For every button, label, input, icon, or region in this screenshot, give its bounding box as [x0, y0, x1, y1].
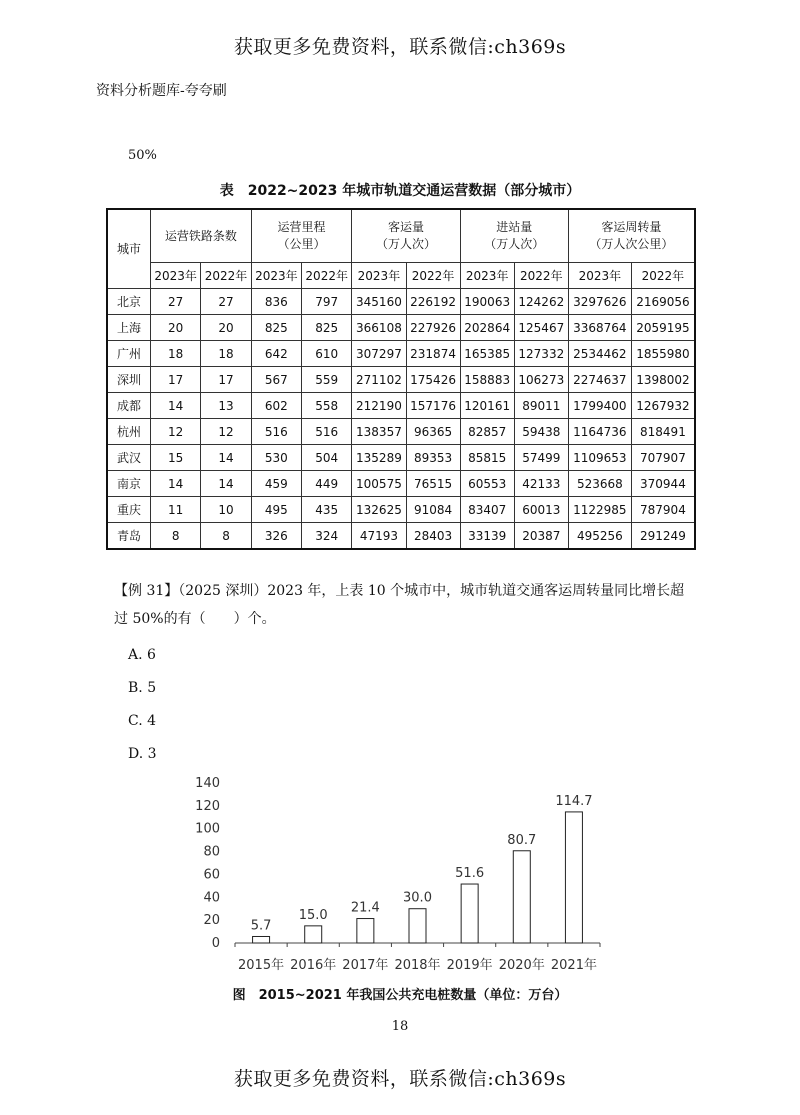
table-cell: 190063 — [460, 289, 514, 315]
group-header-entries — [460, 209, 568, 263]
option-b: B. 5 — [128, 680, 157, 696]
table-cell: 20 — [201, 315, 251, 341]
page-number: 18 — [391, 1019, 409, 1034]
table-cell: 124262 — [514, 289, 568, 315]
table-cell: 17 — [201, 367, 251, 393]
table-cell: 12 — [201, 419, 251, 445]
table-cell: 12 — [151, 419, 201, 445]
table-cell: 82857 — [460, 419, 514, 445]
city-cell: 上海 — [107, 315, 151, 341]
table-cell: 707907 — [631, 445, 695, 471]
table-cell: 157176 — [406, 393, 460, 419]
table-cell: 18 — [151, 341, 201, 367]
table-cell: 165385 — [460, 341, 514, 367]
table-cell: 120161 — [460, 393, 514, 419]
table-cell: 523668 — [568, 471, 631, 497]
table-cell: 449 — [302, 471, 352, 497]
bar-2019年 — [461, 884, 478, 943]
table-cell: 175426 — [406, 367, 460, 393]
data-label: 21.4 — [350, 900, 380, 916]
table-cell: 33139 — [460, 523, 514, 550]
table-cell: 127332 — [514, 341, 568, 367]
table-cell: 1122985 — [568, 497, 631, 523]
table-cell: 797 — [302, 289, 352, 315]
year-header-cell: 2022年 — [631, 263, 695, 289]
table-cell: 14 — [151, 471, 201, 497]
table-row — [107, 497, 695, 523]
option-a: A. 6 — [128, 647, 156, 663]
group-header-turnover — [568, 209, 695, 263]
table-cell: 2169056 — [631, 289, 695, 315]
group-header-line2: （万人次） — [484, 237, 545, 251]
table-cell: 47193 — [352, 523, 406, 550]
group-header-passengers — [352, 209, 460, 263]
table-cell: 76515 — [406, 471, 460, 497]
year-header-cell: 2022年 — [406, 263, 460, 289]
y-tick-label: 0 — [211, 936, 220, 951]
table-cell: 1109653 — [568, 445, 631, 471]
table-cell: 558 — [302, 393, 352, 419]
table-cell: 59438 — [514, 419, 568, 445]
group-header-mileage — [251, 209, 352, 263]
chart-title: 图 2015~2021 年我国公共充电桩数量（单位：万台） — [232, 988, 568, 1003]
city-column-header: 城市 — [107, 209, 151, 289]
table-cell: 227926 — [406, 315, 460, 341]
table-cell: 324 — [302, 523, 352, 550]
bar-2017年 — [357, 919, 374, 943]
table-cell: 60553 — [460, 471, 514, 497]
table-cell: 83407 — [460, 497, 514, 523]
table-row — [107, 445, 695, 471]
data-label: 15.0 — [298, 907, 328, 923]
table-cell: 504 — [302, 445, 352, 471]
table-cell: 1398002 — [631, 367, 695, 393]
question-line-2: 过 50%的有（ ）个。 — [114, 611, 276, 627]
table-cell: 231874 — [406, 341, 460, 367]
table-cell: 91084 — [406, 497, 460, 523]
group-header-line1: 客运周转量 — [601, 220, 662, 234]
city-cell: 杭州 — [107, 419, 151, 445]
table-body — [107, 289, 695, 550]
table-cell: 3297626 — [568, 289, 631, 315]
table-cell: 2059195 — [631, 315, 695, 341]
table-row — [107, 315, 695, 341]
table-cell: 158883 — [460, 367, 514, 393]
table-row — [107, 393, 695, 419]
table-cell: 57499 — [514, 445, 568, 471]
group-header-line1: 运营铁路条数 — [164, 228, 237, 243]
table-cell: 27 — [201, 289, 251, 315]
table-cell: 567 — [251, 367, 301, 393]
table-cell: 2534462 — [568, 341, 631, 367]
x-tick-label: 2020年 — [498, 958, 545, 973]
x-tick-label: 2017年 — [342, 958, 389, 973]
bar-2015年 — [253, 936, 270, 943]
city-cell: 广州 — [107, 341, 151, 367]
y-tick-label: 140 — [195, 776, 220, 791]
table-cell: 291249 — [631, 523, 695, 550]
table-cell: 14 — [151, 393, 201, 419]
table-cell: 825 — [302, 315, 352, 341]
table-cell: 366108 — [352, 315, 406, 341]
table-cell: 60013 — [514, 497, 568, 523]
city-cell: 北京 — [107, 289, 151, 315]
data-label: 30.0 — [403, 890, 432, 906]
table-cell: 530 — [251, 445, 301, 471]
table-cell: 125467 — [514, 315, 568, 341]
y-tick-label: 40 — [203, 890, 220, 906]
table-cell: 100575 — [352, 471, 406, 497]
group-header-line1: 进站量 — [496, 220, 533, 234]
year-header-cell: 2022年 — [514, 263, 568, 289]
table-cell: 602 — [251, 393, 301, 419]
group-header-line2: （万人次） — [375, 237, 436, 251]
table-row — [107, 289, 695, 315]
table-cell: 836 — [251, 289, 301, 315]
table-cell: 307297 — [352, 341, 406, 367]
chart-svg — [0, 770, 800, 980]
table-cell: 14 — [201, 471, 251, 497]
option-c: C. 4 — [128, 713, 157, 729]
top-banner: 获取更多免费资料，联系微信:ch369s — [233, 36, 567, 58]
year-header-cell: 2022年 — [201, 263, 251, 289]
rail-transit-table — [106, 208, 696, 550]
table-cell: 85815 — [460, 445, 514, 471]
table-cell: 212190 — [352, 393, 406, 419]
table-cell: 516 — [251, 419, 301, 445]
year-header-cell: 2022年 — [302, 263, 352, 289]
table-cell: 818491 — [631, 419, 695, 445]
bar-2018年 — [409, 909, 426, 943]
table-cell: 17 — [151, 367, 201, 393]
bottom-banner: 获取更多免费资料，联系微信:ch369s — [233, 1068, 567, 1090]
table-row — [107, 523, 695, 550]
data-label: 5.7 — [250, 918, 272, 934]
group-header-line1: 客运量 — [387, 220, 424, 234]
table-cell: 495256 — [568, 523, 631, 550]
doc-subtitle: 资料分析题库-夸夸刷 — [96, 83, 227, 99]
table-cell: 106273 — [514, 367, 568, 393]
table-group-header-row — [107, 209, 695, 263]
table-cell: 516 — [302, 419, 352, 445]
year-header-cell: 2023年 — [251, 263, 301, 289]
table-cell: 89353 — [406, 445, 460, 471]
percent-note: 50% — [128, 148, 157, 163]
data-label: 114.7 — [555, 793, 593, 809]
y-tick-label: 100 — [195, 821, 220, 837]
table-cell: 345160 — [352, 289, 406, 315]
question-line-1: 【例 31】（2025 深圳）2023 年，上表 10 个城市中，城市轨道交通客运周转量同比增长超 — [114, 583, 685, 599]
table-cell: 610 — [302, 341, 352, 367]
table-cell: 135289 — [352, 445, 406, 471]
table-cell: 10 — [201, 497, 251, 523]
bar-2021年 — [565, 812, 582, 943]
table-cell: 459 — [251, 471, 301, 497]
group-header-line2: （万人次公里） — [589, 237, 674, 251]
table-cell: 8 — [201, 523, 251, 550]
y-tick-label: 60 — [203, 867, 220, 883]
table-cell: 559 — [302, 367, 352, 393]
table-cell: 435 — [302, 497, 352, 523]
city-cell: 青岛 — [107, 523, 151, 550]
y-tick-label: 120 — [195, 798, 220, 814]
table-cell: 132625 — [352, 497, 406, 523]
group-header-line1: 运营里程 — [277, 220, 326, 234]
table-cell: 1164736 — [568, 419, 631, 445]
group-header-lines — [151, 209, 252, 263]
table-year-header-row — [107, 263, 695, 289]
table-row — [107, 419, 695, 445]
table-cell: 27 — [151, 289, 201, 315]
table-cell: 138357 — [352, 419, 406, 445]
table-cell: 825 — [251, 315, 301, 341]
table-cell: 28403 — [406, 523, 460, 550]
table-cell: 495 — [251, 497, 301, 523]
table-title: 表 2022~2023 年城市轨道交通运营数据（部分城市） — [219, 183, 581, 199]
option-d: D. 3 — [128, 746, 157, 762]
y-tick-label: 80 — [203, 844, 220, 860]
table-cell: 20 — [151, 315, 201, 341]
city-cell: 南京 — [107, 471, 151, 497]
table-cell: 202864 — [460, 315, 514, 341]
x-tick-label: 2016年 — [290, 958, 337, 973]
table-cell: 42133 — [514, 471, 568, 497]
group-header-line2: （公里） — [277, 237, 326, 251]
table-cell: 370944 — [631, 471, 695, 497]
city-cell: 武汉 — [107, 445, 151, 471]
table-cell: 14 — [201, 445, 251, 471]
table-row — [107, 471, 695, 497]
city-cell: 深圳 — [107, 367, 151, 393]
city-cell: 重庆 — [107, 497, 151, 523]
table-cell: 1855980 — [631, 341, 695, 367]
charging-pile-chart — [0, 770, 800, 1010]
data-label: 80.7 — [507, 832, 537, 848]
table-cell: 20387 — [514, 523, 568, 550]
year-header-cell: 2023年 — [352, 263, 406, 289]
city-cell: 成都 — [107, 393, 151, 419]
table-cell: 1799400 — [568, 393, 631, 419]
table-row — [107, 367, 695, 393]
year-header-cell: 2023年 — [151, 263, 201, 289]
year-header-cell: 2023年 — [460, 263, 514, 289]
table-cell: 1267932 — [631, 393, 695, 419]
table-cell: 89011 — [514, 393, 568, 419]
table-cell: 3368764 — [568, 315, 631, 341]
table-cell: 2274637 — [568, 367, 631, 393]
bar-2020年 — [513, 851, 530, 943]
table-cell: 642 — [251, 341, 301, 367]
bar-2016年 — [305, 926, 322, 943]
x-tick-label: 2015年 — [238, 958, 285, 973]
x-tick-label: 2019年 — [446, 958, 493, 973]
table-cell: 326 — [251, 523, 301, 550]
table-cell: 8 — [151, 523, 201, 550]
table-row — [107, 341, 695, 367]
table-cell: 787904 — [631, 497, 695, 523]
table-cell: 13 — [201, 393, 251, 419]
table-cell: 15 — [151, 445, 201, 471]
y-tick-label: 20 — [203, 913, 220, 929]
table-cell: 96365 — [406, 419, 460, 445]
table-cell: 271102 — [352, 367, 406, 393]
data-label: 51.6 — [455, 866, 485, 882]
table-cell: 11 — [151, 497, 201, 523]
x-tick-label: 2021年 — [550, 958, 597, 973]
x-tick-label: 2018年 — [394, 958, 441, 973]
table-cell: 226192 — [406, 289, 460, 315]
year-header-cell: 2023年 — [568, 263, 631, 289]
table-cell: 18 — [201, 341, 251, 367]
